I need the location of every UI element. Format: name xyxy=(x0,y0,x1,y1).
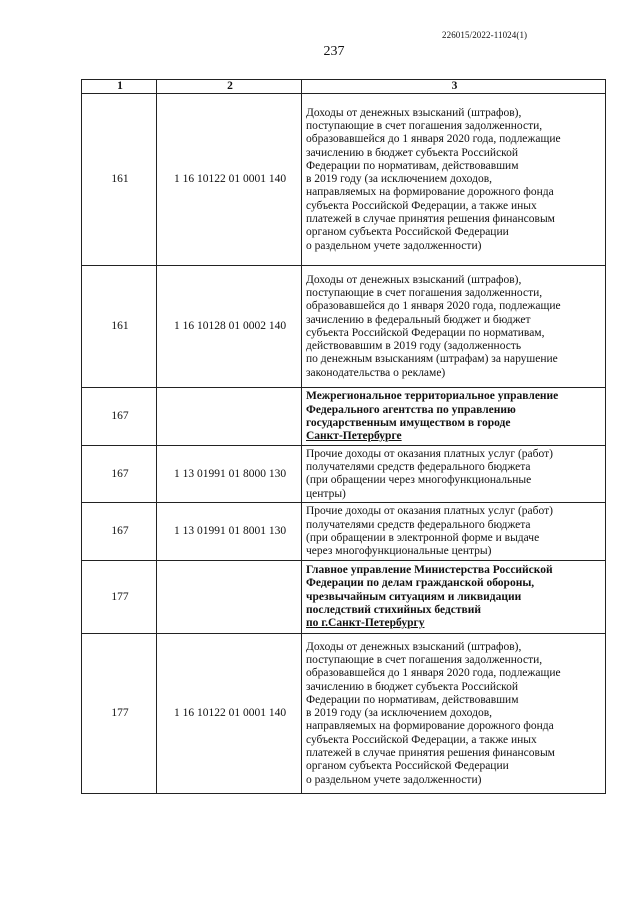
description-cell xyxy=(302,446,606,503)
column-header: 2 xyxy=(157,80,302,94)
table-row xyxy=(82,503,606,561)
admin-code-cell: 177 xyxy=(82,634,157,794)
organization-heading-underlined: Санкт-Петербурге xyxy=(306,430,402,443)
admin-code-cell: 167 xyxy=(82,388,157,446)
admin-code-cell: 161 xyxy=(82,94,157,266)
description-cell xyxy=(302,266,606,388)
admin-code-cell: 177 xyxy=(82,561,157,634)
revenue-codes-table xyxy=(81,79,606,794)
table-header-row xyxy=(82,80,606,94)
table-row xyxy=(82,446,606,503)
description-text: Доходы от денежных взысканий (штрафов), поступающие в счет погашения задолженности, образовавшейся до 1 января 2020 года, подлежащие зачислению в бюджет субъекта Российской Федерации по нормативам, действовавшим в 2019 году (за исключением доходов, направляемых на формирование дорожного фонда субъекта Российской Федерации, а также иных платежей в случае принятия решения финансовым органом субъекта Российской Федерации о раздельном учете задолженности) xyxy=(306,640,561,786)
description-text: Прочие доходы от оказания платных услуг (работ) получателями средств федерального бюджета (при обращении в электронной форме и выдаче через многофункциональные центры) xyxy=(306,505,553,558)
column-header: 3 xyxy=(302,80,606,94)
table-row xyxy=(82,266,606,388)
organization-heading: Межрегиональное территориальное управление Федерального агентства по управлению государственным имуществом в городе xyxy=(306,390,559,429)
description-cell xyxy=(302,94,606,266)
description-text: Доходы от денежных взысканий (штрафов), поступающие в счет погашения задолженности, образовавшейся до 1 января 2020 года, подлежащие зачислению в федеральный бюджет и бюджет субъекта Российской Федерации по нормативам, действовавшим в 2019 году (задолженность по денежным взысканиям (штрафам) за нарушение законодательства о рекламе) xyxy=(306,273,561,379)
description-cell xyxy=(302,388,606,446)
table-row xyxy=(82,634,606,794)
description-text: Прочие доходы от оказания платных услуг (работ) получателями средств федерального бюджета (при обращении через многофункциональные центры) xyxy=(306,447,553,500)
page-number: 237 xyxy=(323,44,345,59)
admin-code-cell: 167 xyxy=(82,503,157,561)
budget-code-cell: 1 13 01991 01 8001 130 xyxy=(157,503,302,561)
organization-heading-underlined: по г.Санкт-Петербургу xyxy=(306,617,425,630)
table-row xyxy=(82,388,606,446)
budget-code-cell xyxy=(157,388,302,446)
budget-code-cell xyxy=(157,561,302,634)
table-row xyxy=(82,94,606,266)
document-number: 226015/2022-11024(1) xyxy=(442,30,528,40)
description-cell xyxy=(302,634,606,794)
description-cell xyxy=(302,561,606,634)
organization-heading: Главное управление Министерства Российской Федерации по делам гражданской обороны, чрезвычайным ситуациям и ликвидации последствий стихийных бедствий xyxy=(306,564,553,616)
admin-code-cell: 161 xyxy=(82,266,157,388)
budget-code-cell: 1 16 10122 01 0001 140 xyxy=(157,94,302,266)
description-text: Доходы от денежных взысканий (штрафов), поступающие в счет погашения задолженности, образовавшейся до 1 января 2020 года, подлежащие зачислению в бюджет субъекта Российской Федерации по нормативам, действовавшим в 2019 году (за исключением доходов, направляемых на формирование дорожного фонда субъекта Российской Федерации, а также иных платежей в случае принятия решения финансовым органом субъекта Российской Федерации о раздельном учете задолженности) xyxy=(306,106,561,252)
budget-code-cell: 1 13 01991 01 8000 130 xyxy=(157,446,302,503)
column-header: 1 xyxy=(82,80,157,94)
table-row xyxy=(82,561,606,634)
budget-code-cell: 1 16 10128 01 0002 140 xyxy=(157,266,302,388)
admin-code-cell: 167 xyxy=(82,446,157,503)
description-cell xyxy=(302,503,606,561)
budget-code-cell: 1 16 10122 01 0001 140 xyxy=(157,634,302,794)
